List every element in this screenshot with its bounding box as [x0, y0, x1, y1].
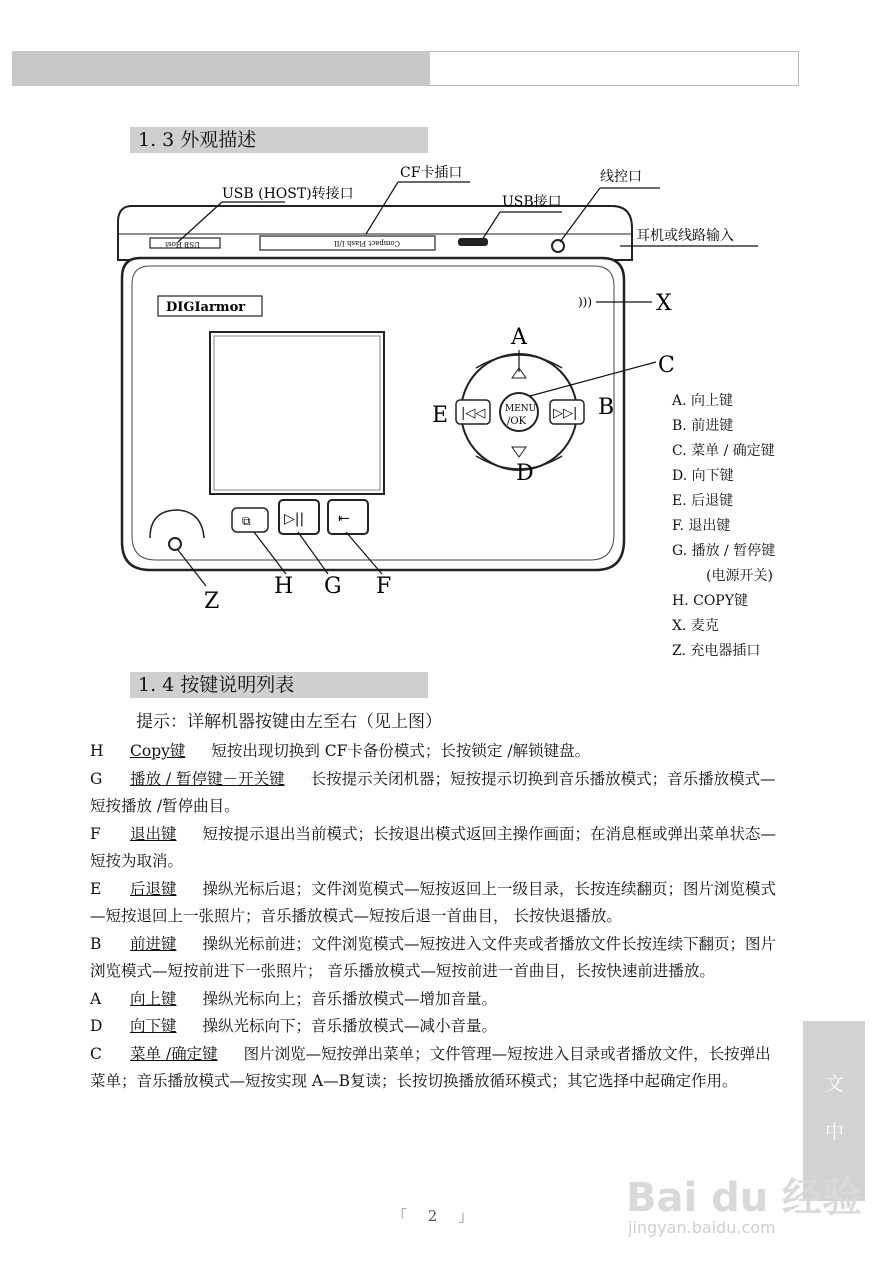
key-entry-h: [90, 738, 785, 766]
key-desc: 图片浏览—短按弹出菜单；文件管理—短按进入目录或者播放文件，长按弹出菜单；音乐播放模式—短按实现 A—B复读；长按切换播放循环模式；其它选择中起确定作用。: [90, 1044, 771, 1090]
key-name: 前进键: [130, 934, 177, 953]
legend-item: F. 退出键: [672, 518, 731, 534]
letter-g: G: [324, 574, 342, 599]
header-box: [430, 51, 799, 86]
key-desc: 操纵光标向下；音乐播放模式—减小音量。: [202, 1017, 498, 1035]
menu-button-text: MENU: [505, 404, 537, 414]
letter-a: A: [511, 325, 527, 350]
letter-z: Z: [204, 589, 220, 614]
ok-button-text: /OK: [507, 416, 527, 427]
exit-icon: ⇤: [338, 511, 350, 527]
usb-host-port-label: USB Host: [165, 240, 200, 248]
key-desc: 长按提示关闭机器；短按提示切换到音乐播放模式；音乐播放模式—短按播放 /暂停曲目。: [90, 769, 776, 815]
letter-x: X: [656, 291, 672, 316]
key-entry-a: [90, 986, 785, 1014]
legend-item: G. 播放 / 暂停键: [672, 543, 776, 559]
key-letter: A: [90, 989, 102, 1008]
remote-port: [552, 240, 564, 252]
rewind-icon: |◁◁: [461, 406, 486, 421]
key-entry-g: [90, 766, 785, 821]
key-letter: H: [90, 742, 104, 760]
key-description-list: [90, 738, 785, 1096]
key-desc: 操纵光标前进；文件浏览模式—短按进入文件夹或者播放文件长按连续下翻页；图片浏览模式—短按前进下一张照片； 音乐播放模式—短按前进一首曲目，长按快速前进播放。: [90, 934, 777, 980]
key-legend: [672, 389, 775, 664]
key-entry-f: [90, 821, 785, 876]
key-letter: D: [90, 1017, 103, 1035]
key-letter: B: [90, 934, 102, 953]
key-name: 播放 / 暂停键－开关键: [130, 769, 285, 788]
legend-item: D. 向下键: [672, 468, 734, 484]
charger-port: [169, 538, 181, 550]
key-name: 向上键: [130, 989, 177, 1008]
key-letter: C: [90, 1044, 102, 1063]
side-tab-char: 中: [825, 1121, 845, 1143]
section-heading-1-3: 1. 3 外观描述: [130, 127, 428, 153]
legend-item: C. 菜单 / 确定键: [672, 443, 775, 459]
letter-d: D: [516, 461, 534, 486]
letter-c: C: [658, 353, 675, 378]
key-desc: 短按出现切换到 CF卡备份模式；长按锁定 /解锁键盘。: [211, 742, 591, 760]
side-tab-char: 文: [825, 1073, 845, 1095]
usb-port: [458, 238, 488, 246]
legend-item: (电源开关): [706, 568, 773, 584]
key-name: 退出键: [130, 824, 177, 843]
key-name: 后退键: [130, 879, 177, 898]
letter-b: B: [598, 395, 615, 420]
legend-item: A. 向上键: [672, 393, 734, 409]
cf-slot-callout: CF卡插口: [400, 165, 463, 181]
usb-port-callout: USB接口: [502, 194, 562, 210]
cf-card-slot-label: Compact Flash I/II: [333, 239, 400, 247]
letter-f: F: [376, 574, 392, 599]
key-desc: 短按提示退出当前模式；长按退出模式返回主操作画面；在消息框或弹出菜单状态—短按为取消。: [90, 824, 777, 870]
key-entry-d: [90, 1013, 785, 1041]
copy-icon: ⧉: [242, 514, 251, 528]
legend-item: Z. 充电器插口: [672, 643, 761, 659]
key-letter: G: [90, 769, 103, 788]
remote-callout: 线控口: [600, 169, 642, 185]
key-entry-c: [90, 1041, 785, 1096]
key-desc: 操纵光标后退；文件浏览模式—短按返回上一级目录，长按连续翻页；图片浏览模式—短按退回上一张照片；音乐播放模式—短按后退一首曲目， 长按快退播放。: [90, 879, 777, 925]
header-gray-bar: [12, 51, 430, 86]
device-screen: [210, 332, 384, 494]
watermark-url: jingyan.baidu.com: [628, 1218, 776, 1237]
legend-item: B. 前进键: [672, 418, 734, 434]
letter-e: E: [432, 403, 449, 428]
play-pause-icon: ▷||: [284, 511, 305, 527]
fast-forward-icon: ▷▷|: [553, 406, 578, 421]
legend-item: H. COPY键: [672, 593, 748, 609]
watermark-logo: Bai du 经验: [626, 1175, 863, 1221]
key-entry-e: [90, 876, 785, 931]
key-name: 菜单 /确定键: [130, 1044, 218, 1063]
section-heading-1-4: 1. 4 按键说明列表: [130, 672, 428, 698]
key-name: 向下键: [130, 1017, 177, 1035]
brand-text: DIGIarmor: [166, 300, 246, 315]
tip-text: 提示：详解机器按键由左至右（见上图）: [136, 712, 442, 732]
mic-holes: ))): [578, 295, 593, 309]
key-letter: E: [90, 879, 102, 898]
key-desc: 操纵光标向上；音乐播放模式—增加音量。: [202, 989, 498, 1008]
legend-item: X. 麦克: [672, 618, 719, 634]
key-entry-b: [90, 931, 785, 986]
key-name: Copy键: [130, 742, 186, 760]
letter-h: H: [274, 574, 294, 599]
page-number: 「 2 」: [392, 1207, 482, 1225]
key-letter: F: [90, 824, 101, 843]
usb-host-callout: USB (HOST)转接口: [222, 186, 354, 202]
earphone-callout: 耳机或线路输入: [636, 228, 734, 244]
legend-item: E. 后退键: [672, 493, 734, 509]
